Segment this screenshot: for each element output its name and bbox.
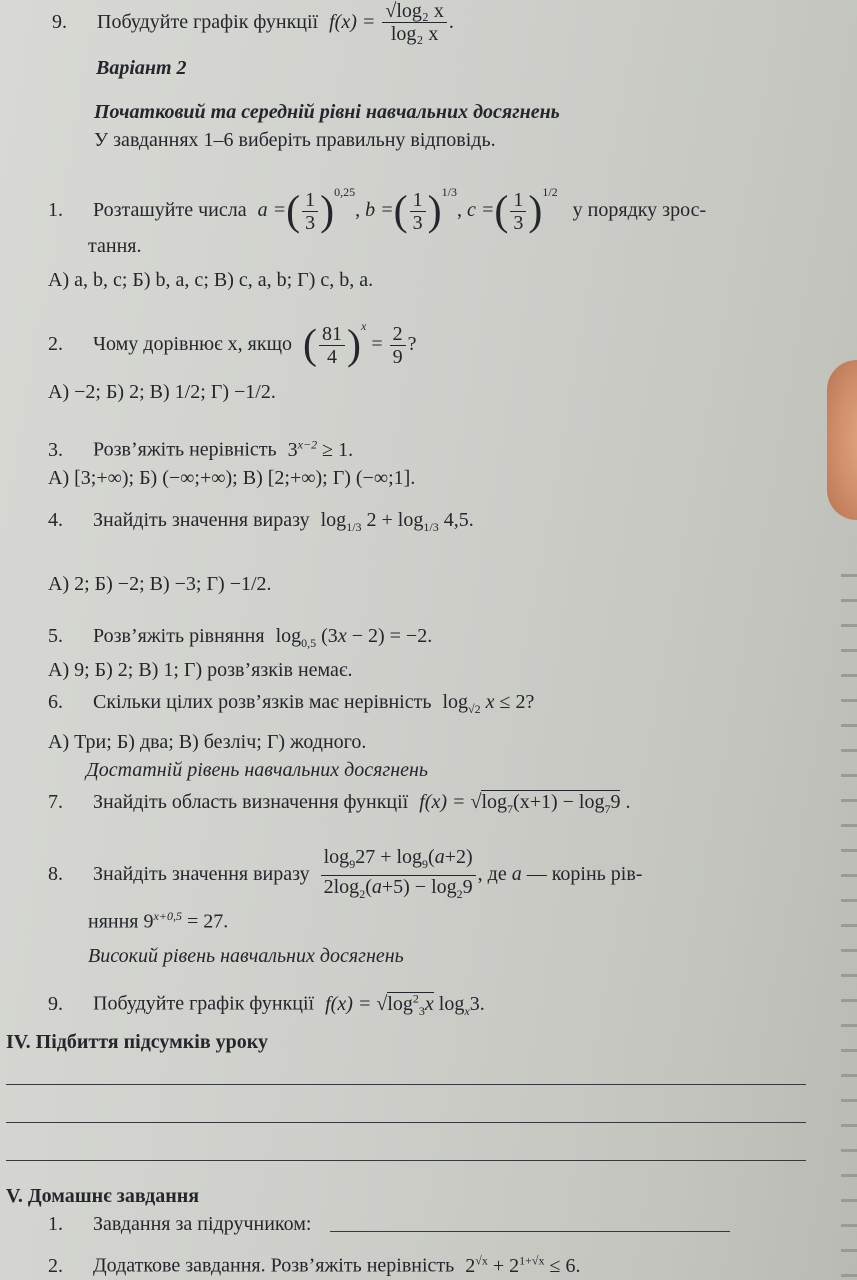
level-sufficient-heading: Достатній рівень навчальних досягнень	[86, 759, 429, 781]
homework-1: 1. Завдання за підручником:	[48, 1212, 730, 1236]
task-8: 8. Знайдіть значення виразу $\frac{\log_927 + \log_9(a+2)}{2\log_2(a+5) - \log_29}$ , де a — корінь рів-	[48, 846, 643, 901]
notebook-spiral	[841, 560, 857, 1280]
task-3: 3. Розв’яжіть нерівність $3^{x-2} \ge 1$.	[48, 437, 354, 461]
prev-task-9: 9. Побудуйте графік функції f(x) = $\frac{\text{√log₂ x}}{\text{log₂ x}}$ .	[52, 0, 454, 45]
variant-title: Варіант 2	[96, 57, 187, 79]
section-5-heading: V. Домашнє завдання	[6, 1185, 200, 1207]
answer-line-2	[6, 1122, 806, 1123]
task-1-continuation: тання.	[88, 235, 142, 257]
task-2: 2. Чому дорівнює x, якщо ( $\frac{81}{4}$ )$^x$ = $\frac{2}{9}$ ?	[48, 319, 417, 369]
section-4-heading: IV. Підбиття підсумків уроку	[6, 1031, 269, 1053]
answer-line-3	[6, 1160, 806, 1161]
task-2-answers: А) −2; Б) 2; В) 1/2; Г) −1/2.	[48, 381, 276, 403]
task-7: 7. Знайдіть область визначення функції $f(x) = √\log_7(x+1) - \log_79$ .	[48, 791, 631, 816]
level-initial-heading: Початковий та середній рівні навчальних досягнень	[94, 101, 560, 123]
task-5: 5. Розв’яжіть рівняння $\log_{0,5} (3x - 2) = -2$.	[48, 625, 433, 650]
answer-line-1	[6, 1084, 806, 1085]
task-1: 1. Розташуйте числа a =( $\frac{1}{3}$ )$^{0,25}$, b =( $\frac{1}{3}$ )$^{1/3}$, c =( $\frac{1}{3}$ )$^{1/2}$ у порядку зрос-	[48, 185, 707, 235]
task-8-continuation: няння $9^{x+0,5} = 27$.	[88, 909, 229, 933]
instructions: У завданнях 1–6 виберіть правильну відповідь.	[94, 129, 496, 151]
task-6-answers: А) Три; Б) два; В) безліч; Г) жодного.	[48, 731, 367, 753]
homework-2: 2. Додаткове завдання. Розв’яжіть нерівність $2^{√x} + 2^{1+√x} \le 6$.	[48, 1253, 581, 1277]
level-high-heading: Високий рівень навчальних досягнень	[88, 945, 404, 967]
task-4: 4. Знайдіть значення виразу $\log_{1/3} 2 + \log_{1/3} 4,5$.	[48, 509, 474, 534]
finger-photo-element	[827, 360, 857, 520]
task-9: 9. Побудуйте графік функції $f(x) = √\log^2_3x$ $\log_x3$.	[48, 991, 485, 1018]
task-4-answers: А) 2; Б) −2; В) −3; Г) −1/2.	[48, 573, 272, 595]
task-1-answers: А) a, b, c; Б) b, a, c; В) c, a, b; Г) c, b, a.	[48, 269, 374, 291]
task-6: 6. Скільки цілих розв’язків має нерівність $\log_{√2} x \le 2$?	[48, 691, 535, 716]
task-5-answers: А) 9; Б) 2; В) 1; Г) розв’язків немає.	[48, 659, 353, 681]
homework-blank-line	[330, 1231, 730, 1232]
task-3-answers: А) [3;+∞); Б) (−∞;+∞); В) [2;+∞); Г) (−∞;1].	[48, 467, 416, 489]
